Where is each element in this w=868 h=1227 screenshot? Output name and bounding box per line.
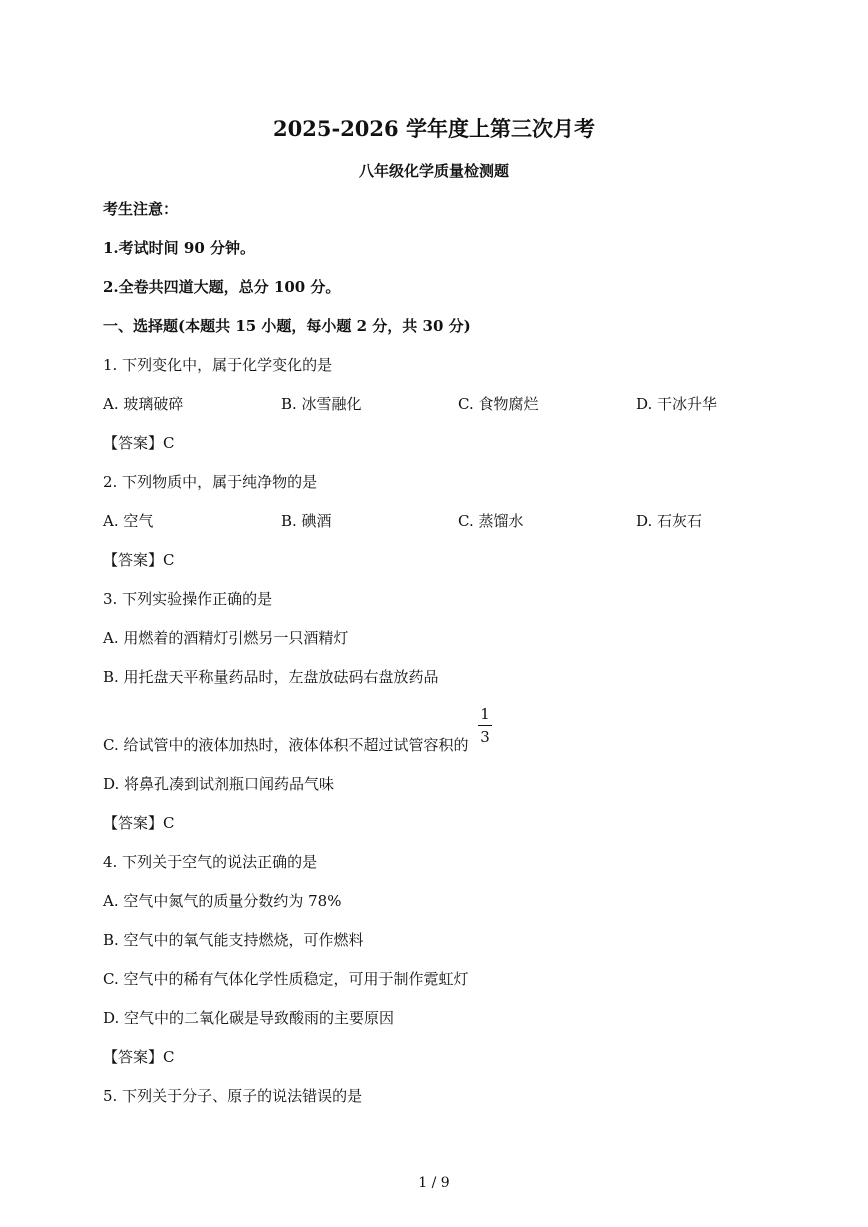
question-stem-3: 3. 下列实验操作正确的是 [103, 590, 273, 608]
question-stem-2: 2. 下列物质中，属于纯净物的是 [103, 473, 318, 491]
question-1-option-d: D. 干冰升华 [636, 395, 718, 413]
exam-subtitle: 八年级化学质量检测题 [358, 162, 509, 180]
question-4-option-d: D. 空气中的二氧化碳是导致酸雨的主要原因 [103, 1009, 395, 1027]
question-2-option-b: B. 碘酒 [281, 512, 332, 530]
question-1-option-c: C. 食物腐烂 [458, 395, 539, 413]
question-1-option-a: A. 玻璃破碎 [103, 395, 184, 413]
notice-item-time: 1.考试时间 90 分钟。 [103, 239, 255, 257]
question-1-answer: 【答案】C [103, 434, 175, 452]
notice-item-score: 2.全卷共四道大题，总分 100 分。 [103, 278, 341, 296]
section-title: 一、选择题(本题共 15 小题，每小题 2 分，共 30 分) [103, 317, 471, 335]
question-stem-5: 5. 下列关于分子、原子的说法错误的是 [103, 1087, 363, 1105]
question-3-answer: 【答案】C [103, 814, 175, 832]
question-4-option-a: A. 空气中氮气的质量分数约为 78% [103, 892, 342, 910]
fraction-denominator: 3 [480, 728, 490, 746]
question-stem-4: 4. 下列关于空气的说法正确的是 [103, 853, 318, 871]
question-2-answer: 【答案】C [103, 551, 175, 569]
question-3-option-d: D. 将鼻孔凑到试剂瓶口闻药品气味 [103, 775, 335, 793]
fraction-one-third [478, 705, 492, 746]
question-stem-1: 1. 下列变化中，属于化学变化的是 [103, 356, 333, 374]
question-3-option-c: C. 给试管中的液体加热时，液体体积不超过试管容积的 [103, 736, 469, 754]
question-4-answer: 【答案】C [103, 1048, 175, 1066]
question-3-option-a: A. 用燃着的酒精灯引燃另一只酒精灯 [103, 629, 349, 647]
page-number: 1 / 9 [418, 1175, 450, 1191]
question-2-option-a: A. 空气 [103, 512, 154, 530]
question-4-option-b: B. 空气中的氧气能支持燃烧，可作燃料 [103, 931, 364, 949]
fraction-bar [478, 725, 492, 726]
question-3-option-b: B. 用托盘天平称量药品时，左盘放砝码右盘放药品 [103, 668, 439, 686]
question-1-option-b: B. 冰雪融化 [281, 395, 362, 413]
question-2-option-d: D. 石灰石 [636, 512, 703, 530]
fraction-numerator: 1 [480, 705, 490, 723]
notice-heading: 考生注意： [103, 200, 179, 218]
question-4-option-c: C. 空气中的稀有气体化学性质稳定，可用于制作霓虹灯 [103, 970, 469, 988]
question-2-option-c: C. 蒸馏水 [458, 512, 524, 530]
exam-title: 2025-2026 学年度上第三次月考 [273, 116, 595, 141]
